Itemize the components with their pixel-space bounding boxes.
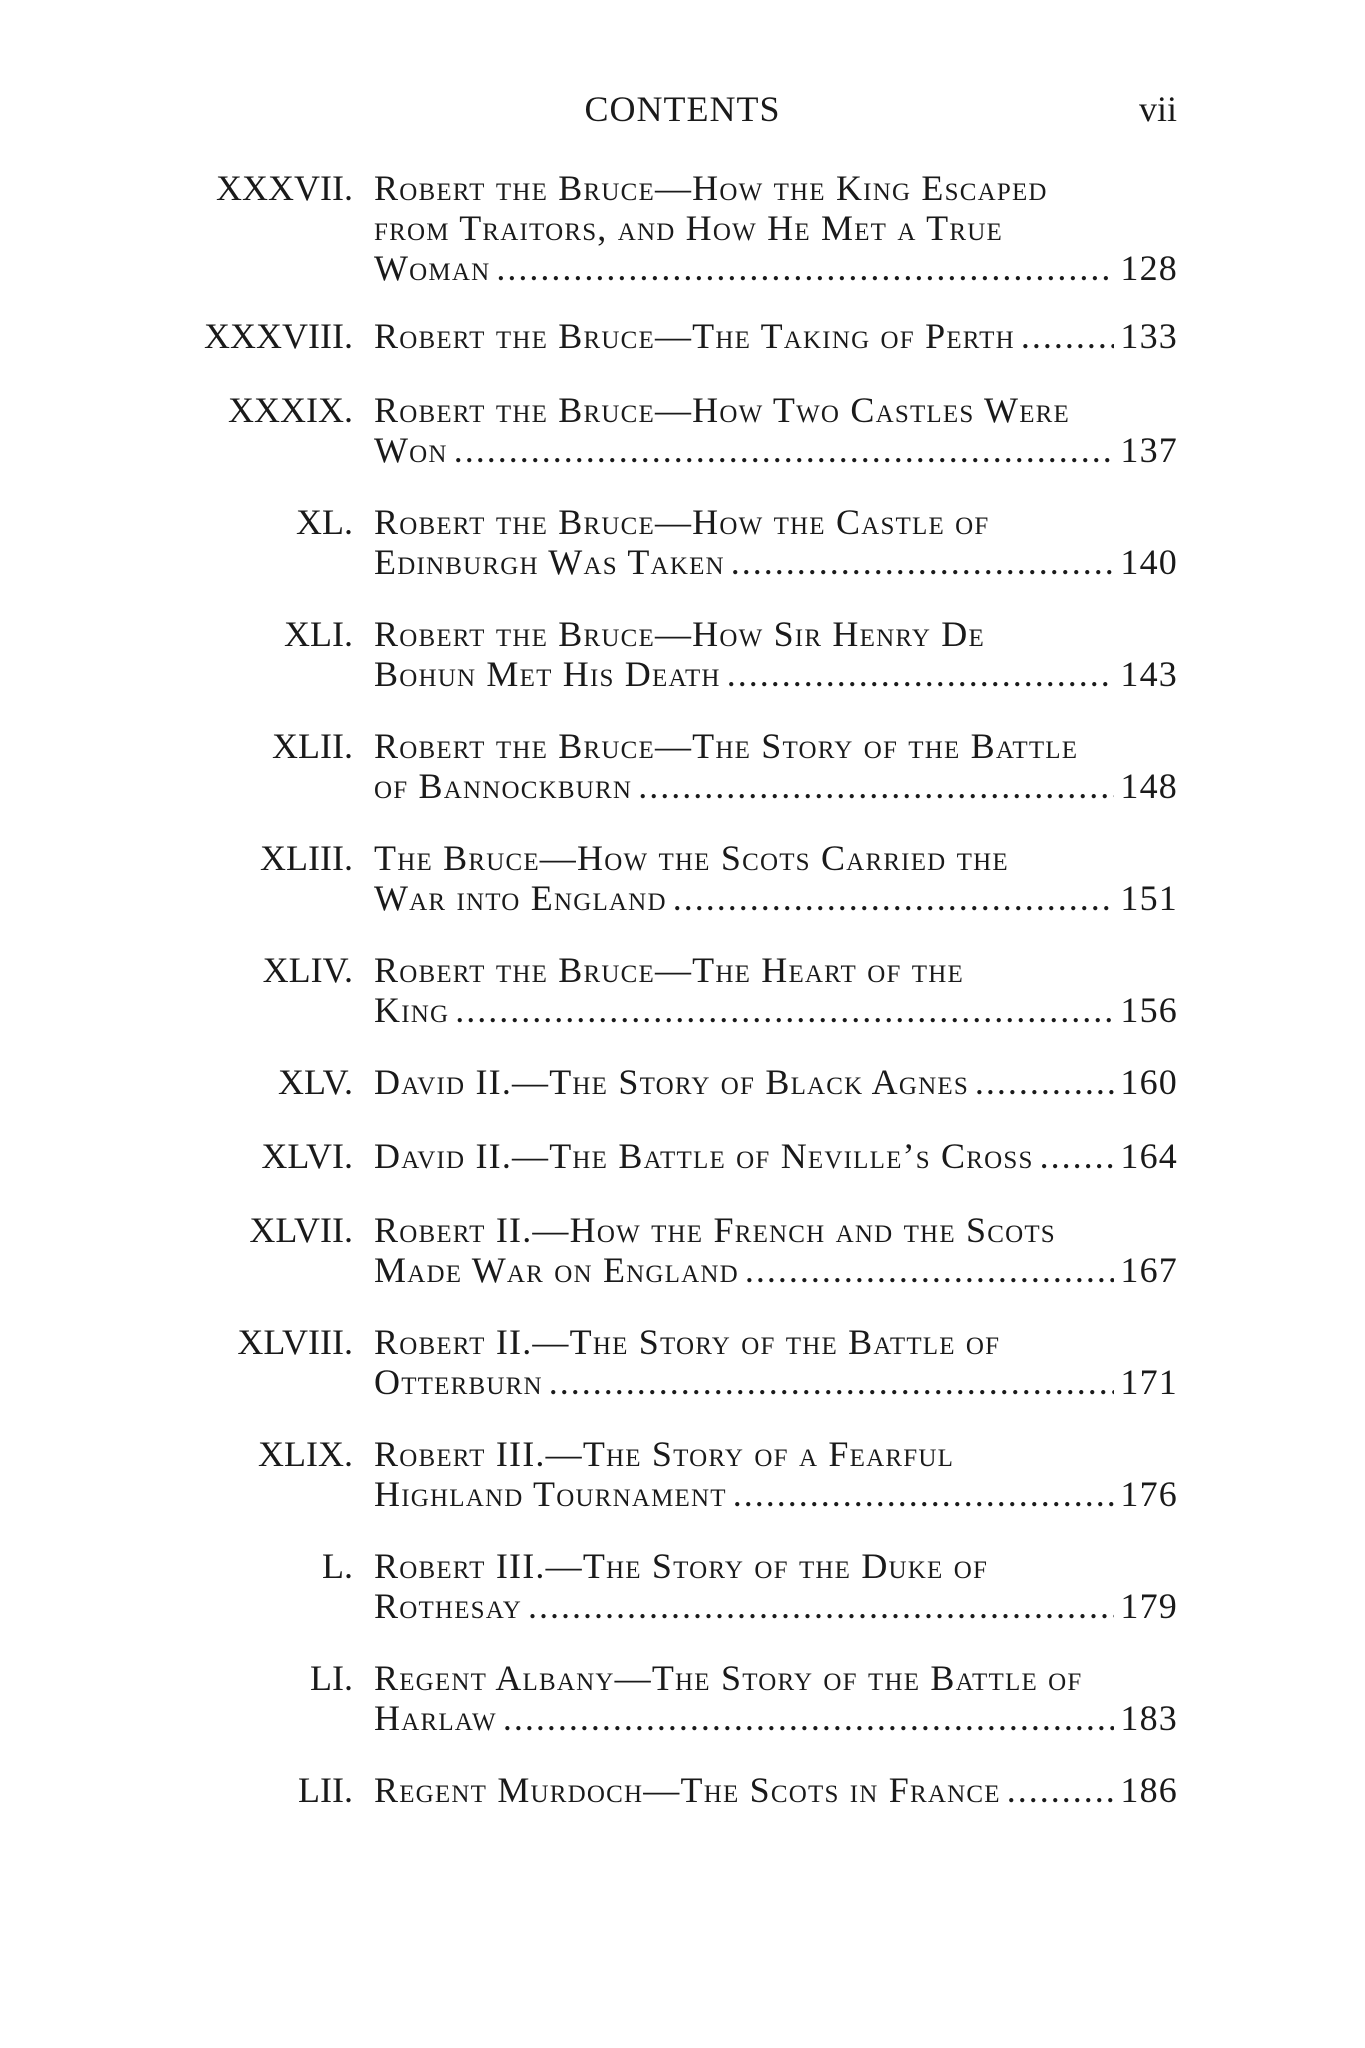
dot-leader — [503, 1698, 1115, 1738]
title-line-text: Regent Albany—The Story of the Battle of — [374, 1658, 1083, 1698]
title-line-text: Robert the Bruce—How Two Castles Were — [374, 390, 1071, 430]
title-line-text: Harlaw — [374, 1698, 497, 1738]
chapter-title — [374, 502, 1178, 582]
dot-leader — [1021, 316, 1115, 356]
title-line-text: Made War on England — [374, 1250, 739, 1290]
dot-leader — [454, 430, 1115, 470]
title-last-line — [374, 990, 1178, 1030]
title-line — [374, 1322, 1178, 1362]
title-line-text: Robert III.—The Story of the Duke of — [374, 1546, 989, 1586]
dot-leader — [1007, 1770, 1115, 1810]
title-line — [374, 168, 1178, 208]
title-line-text: Robert II.—How the French and the Scots — [374, 1210, 1056, 1250]
dot-leader — [733, 1474, 1115, 1514]
title-line — [374, 390, 1178, 430]
page-reference: 148 — [1120, 766, 1178, 806]
title-line-text: Regent Murdoch—The Scots in France — [374, 1770, 1001, 1810]
title-line — [374, 726, 1178, 766]
dot-leader — [731, 542, 1115, 582]
title-line-text: Robert the Bruce—The Story of the Battle — [374, 726, 1079, 766]
title-line-text: Robert II.—The Story of the Battle of — [374, 1322, 1001, 1362]
chapter-number: XXXVII. — [216, 168, 353, 208]
page-reference: 183 — [1120, 1698, 1178, 1738]
title-last-line — [374, 430, 1178, 470]
dot-leader — [727, 654, 1115, 694]
title-line-text: from Traitors, and How He Met a True — [374, 208, 1003, 248]
title-line — [374, 502, 1178, 542]
title-line — [374, 838, 1178, 878]
title-line-text: Robert the Bruce—How Sir Henry De — [374, 614, 985, 654]
page-reference: 137 — [1120, 430, 1178, 470]
page-header — [0, 88, 1365, 136]
chapter-number: XXXVIII. — [204, 316, 353, 356]
chapter-number: XLVI. — [261, 1136, 353, 1176]
title-line-text: War into England — [374, 878, 667, 918]
chapter-title — [374, 1770, 1178, 1810]
chapter-number: XLV. — [277, 1062, 353, 1102]
title-line-text: Robert III.—The Story of a Fearful — [374, 1434, 955, 1474]
chapter-title — [374, 1658, 1178, 1738]
page-reference: 176 — [1120, 1474, 1178, 1514]
title-line-text: The Bruce—How the Scots Carried the — [374, 838, 1009, 878]
title-line-text: Woman — [374, 248, 491, 288]
dot-leader — [638, 766, 1114, 806]
title-line — [374, 1434, 1178, 1474]
chapter-title — [374, 614, 1178, 694]
title-line-text: Won — [374, 430, 448, 470]
dot-leader — [975, 1062, 1114, 1102]
page-reference: 133 — [1120, 316, 1178, 356]
title-line-text: Robert the Bruce—The Taking of Perth — [374, 316, 1015, 356]
title-last-line — [374, 1474, 1178, 1514]
title-line-text: Robert the Bruce—The Heart of the — [374, 950, 964, 990]
chapter-number: LI. — [310, 1658, 353, 1698]
page-reference: 156 — [1120, 990, 1178, 1030]
page-reference: 143 — [1120, 654, 1178, 694]
title-line-text: Highland Tournament — [374, 1474, 727, 1514]
dot-leader — [1040, 1136, 1115, 1176]
title-line-text: King — [374, 990, 450, 1030]
chapter-number: XLVIII. — [237, 1322, 353, 1362]
title-line-text: of Bannockburn — [374, 766, 633, 806]
chapter-title — [374, 1136, 1178, 1176]
title-last-line — [374, 654, 1178, 694]
running-title: CONTENTS — [584, 89, 781, 129]
page-reference: 160 — [1120, 1062, 1178, 1102]
title-line-text: Otterburn — [374, 1362, 543, 1402]
page-reference: 151 — [1120, 878, 1178, 918]
chapter-number: XL. — [296, 502, 353, 542]
page-reference: 186 — [1120, 1770, 1178, 1810]
title-last-line — [374, 1250, 1178, 1290]
dot-leader — [496, 248, 1114, 288]
chapter-number: XLIX. — [258, 1434, 353, 1474]
chapter-title — [374, 316, 1178, 356]
chapter-title — [374, 1062, 1178, 1102]
dot-leader — [673, 878, 1115, 918]
title-line-text: Robert the Bruce—How the King Escaped — [374, 168, 1048, 208]
title-line-text: Robert the Bruce—How the Castle of — [374, 502, 990, 542]
chapter-number: XLIII. — [260, 838, 353, 878]
title-last-line — [374, 1586, 1178, 1626]
page-reference: 140 — [1120, 542, 1178, 582]
dot-leader — [745, 1250, 1115, 1290]
title-line — [374, 614, 1178, 654]
title-last-line — [374, 316, 1178, 356]
title-line — [374, 950, 1178, 990]
chapter-title — [374, 1546, 1178, 1626]
title-line — [374, 208, 1178, 248]
chapter-title — [374, 1210, 1178, 1290]
title-line — [374, 1546, 1178, 1586]
title-line — [374, 1658, 1178, 1698]
title-last-line — [374, 766, 1178, 806]
chapter-title — [374, 168, 1178, 288]
chapter-number: L. — [322, 1546, 353, 1586]
page-number: vii — [1138, 89, 1177, 129]
title-last-line — [374, 1062, 1178, 1102]
title-last-line — [374, 1136, 1178, 1176]
title-last-line — [374, 248, 1178, 288]
chapter-number: LII. — [298, 1770, 353, 1810]
chapter-number: XLI. — [284, 614, 353, 654]
dot-leader — [549, 1362, 1115, 1402]
chapter-number: XXXIX. — [228, 390, 353, 430]
title-line — [374, 1210, 1178, 1250]
title-last-line — [374, 1362, 1178, 1402]
page-reference: 167 — [1120, 1250, 1178, 1290]
title-last-line — [374, 1770, 1178, 1810]
dot-leader — [455, 990, 1114, 1030]
dot-leader — [528, 1586, 1114, 1626]
page-reference: 164 — [1120, 1136, 1178, 1176]
title-line-text: David II.—The Battle of Neville’s Cross — [374, 1136, 1034, 1176]
chapter-title — [374, 390, 1178, 470]
title-line-text: Bohun Met His Death — [374, 654, 721, 694]
title-last-line — [374, 878, 1178, 918]
title-line-text: Rothesay — [374, 1586, 522, 1626]
chapter-title — [374, 838, 1178, 918]
chapter-title — [374, 950, 1178, 1030]
page-reference: 179 — [1120, 1586, 1178, 1626]
title-line-text: Edinburgh Was Taken — [374, 542, 725, 582]
chapter-number: XLVII. — [249, 1210, 353, 1250]
chapter-number: XLII. — [272, 726, 353, 766]
title-last-line — [374, 542, 1178, 582]
chapter-title — [374, 1434, 1178, 1514]
page-reference: 128 — [1120, 248, 1178, 288]
page-reference: 171 — [1120, 1362, 1178, 1402]
chapter-title — [374, 726, 1178, 806]
title-line-text: David II.—The Story of Black Agnes — [374, 1062, 969, 1102]
chapter-title — [374, 1322, 1178, 1402]
chapter-number: XLIV. — [262, 950, 353, 990]
title-last-line — [374, 1698, 1178, 1738]
